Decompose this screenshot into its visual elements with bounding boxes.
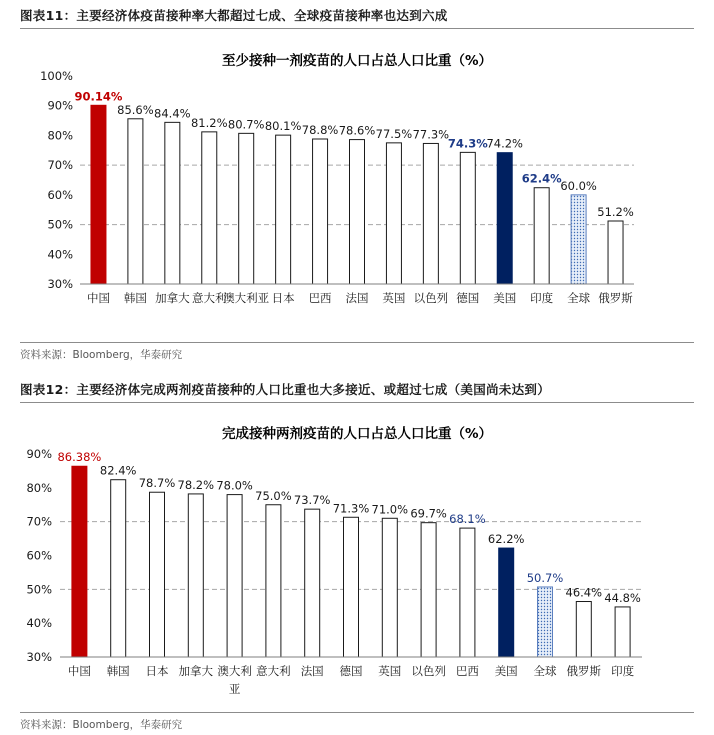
chart-1-bar xyxy=(460,152,475,284)
chart-2-value-label: 78.2% xyxy=(177,477,215,492)
chart-1-bar xyxy=(497,153,512,284)
chart-2-bar xyxy=(72,466,87,657)
chart-2-y-tick-label: 90% xyxy=(26,447,52,461)
chart-2-y-tick-label: 40% xyxy=(26,616,52,631)
chart-2-value-label: 69.7% xyxy=(410,506,447,521)
chart-1-value-label: 78.8% xyxy=(301,122,339,137)
chart-1-bar xyxy=(534,188,549,284)
chart-2-y-tick-label: 30% xyxy=(26,650,52,664)
chart-1-value-label: 74.3% xyxy=(447,136,488,151)
figure-1-header: 图表11：主要经济体疫苗接种率大都超过七成、全球疫苗接种率也达到六成 xyxy=(20,6,694,29)
chart-2-bar xyxy=(499,548,514,657)
chart-1-bar xyxy=(276,135,291,284)
chart-1-value-label: 51.2% xyxy=(597,205,634,220)
chart-1-bar xyxy=(423,143,438,284)
chart-2-value-label: 82.4% xyxy=(99,463,137,478)
chart-2-category-label: 韩国 xyxy=(106,664,130,678)
chart-2-bar xyxy=(460,528,475,657)
chart-1-bar xyxy=(202,132,217,284)
chart-1-category-label: 印度 xyxy=(530,291,554,305)
chart-1-bar xyxy=(239,133,254,284)
chart-2-category-label: 全球 xyxy=(533,664,557,678)
chart-1-value-label: 80.1% xyxy=(264,119,302,134)
chart-2-bar xyxy=(344,517,359,657)
chart-1-category-label: 意大利 xyxy=(192,291,227,305)
chart-1-value-label: 74.2% xyxy=(486,136,524,151)
chart-2-value-label: 46.4% xyxy=(565,585,603,600)
figure-2-source: 资料来源：Bloomberg，华泰研究 xyxy=(20,712,694,732)
chart-1-category-label: 日本 xyxy=(271,291,295,305)
chart-2-two-doses xyxy=(0,404,714,710)
chart-2-value-label: 62.2% xyxy=(487,532,525,547)
chart-2-bar xyxy=(188,494,203,657)
chart-2-bar xyxy=(111,480,126,657)
chart-2-category-label: 以色列 xyxy=(411,664,446,678)
chart-2-value-label: 68.1% xyxy=(449,512,486,527)
chart-1-bar xyxy=(128,119,143,284)
chart-2-bar xyxy=(305,509,320,657)
chart-1-value-label: 90.14% xyxy=(74,89,123,104)
chart-2-category-label: 法国 xyxy=(300,664,324,678)
chart-1-value-label: 60.0% xyxy=(560,178,597,193)
chart-1-y-tick-label: 30% xyxy=(47,277,73,291)
chart-2-value-label: 44.8% xyxy=(604,590,641,605)
chart-1-value-label: 80.7% xyxy=(227,117,265,132)
chart-1-bar xyxy=(313,139,328,284)
chart-1-category-label: 美国 xyxy=(493,291,517,305)
chart-2-category-label: 印度 xyxy=(611,664,635,678)
chart-2-category-label: 俄罗斯 xyxy=(566,664,602,678)
chart-2-bar xyxy=(421,523,436,657)
chart-1-y-tick-label: 70% xyxy=(47,158,73,173)
chart-2-category-label: 澳大利亚 xyxy=(217,664,252,696)
chart-2-bar xyxy=(382,518,397,657)
chart-1-category-label: 巴西 xyxy=(308,291,332,305)
chart-2-y-tick-label: 80% xyxy=(26,480,52,495)
chart-2-category-label: 意大利 xyxy=(256,664,291,678)
chart-2-value-label: 73.7% xyxy=(293,493,331,508)
chart-1-y-tick-label: 90% xyxy=(47,98,73,113)
chart-2-category-label: 加拿大 xyxy=(178,664,214,678)
chart-1-value-label: 77.5% xyxy=(375,126,413,141)
chart-1-bar xyxy=(350,140,365,284)
chart-2-y-tick-label: 60% xyxy=(26,548,52,563)
chart-1-bar xyxy=(608,221,623,284)
chart-2-value-label: 78.0% xyxy=(216,478,253,493)
chart-2-category-label: 日本 xyxy=(145,664,169,678)
chart-1-category-label: 韩国 xyxy=(123,291,147,305)
chart-2-title: 完成接种两剂疫苗的人口占总人口比重（%） xyxy=(221,426,493,442)
chart-2-bar xyxy=(576,602,591,657)
chart-1-category-label: 中国 xyxy=(86,291,110,305)
figure-1-source: 资料来源：Bloomberg，华泰研究 xyxy=(20,342,694,362)
chart-2-category-label: 巴西 xyxy=(455,664,479,678)
chart-1-category-label: 法国 xyxy=(345,291,369,305)
chart-1-first-dose xyxy=(0,30,714,340)
chart-1-y-tick-label: 60% xyxy=(47,187,73,202)
chart-2-value-label: 75.0% xyxy=(255,488,292,503)
chart-1-category-label: 英国 xyxy=(382,291,406,305)
chart-1-y-tick-label: 40% xyxy=(47,247,73,262)
chart-1-bar xyxy=(571,195,586,284)
chart-2-value-label: 86.38% xyxy=(57,450,102,465)
chart-2-value-label: 71.0% xyxy=(371,502,409,517)
chart-1-value-label: 77.3% xyxy=(412,127,450,142)
chart-2-bar xyxy=(150,492,165,657)
chart-2-category-label: 德国 xyxy=(339,664,363,678)
figure-2-header: 图表12：主要经济体完成两剂疫苗接种的人口比重也大多接近、或超过七成（美国尚未达到） xyxy=(20,380,694,403)
chart-1-value-label: 81.2% xyxy=(190,115,228,130)
chart-2-value-label: 78.7% xyxy=(138,476,176,491)
chart-1-value-label: 85.6% xyxy=(117,102,154,117)
chart-2-bar xyxy=(615,607,630,657)
chart-1-category-label: 全球 xyxy=(567,291,591,305)
chart-1-y-tick-label: 100% xyxy=(40,69,73,83)
chart-1-title: 至少接种一剂疫苗的人口占总人口比重（%） xyxy=(221,53,493,69)
chart-2-category-label: 中国 xyxy=(67,664,91,678)
chart-1-category-label: 澳大利亚 xyxy=(223,291,270,305)
chart-1-bar xyxy=(165,122,180,284)
chart-2-bar xyxy=(266,505,281,657)
chart-1-category-label: 以色列 xyxy=(413,291,449,305)
chart-1-bar xyxy=(386,143,401,284)
chart-2-bar xyxy=(538,587,553,657)
chart-1-bar xyxy=(91,105,106,284)
chart-2-value-label: 71.3% xyxy=(332,501,370,516)
chart-1-value-label: 84.4% xyxy=(154,106,191,121)
chart-2-category-label: 美国 xyxy=(494,664,518,678)
chart-1-y-tick-label: 80% xyxy=(47,128,73,143)
chart-2-value-label: 50.7% xyxy=(526,570,564,585)
chart-2-y-tick-label: 70% xyxy=(26,514,52,529)
chart-2-bar xyxy=(227,495,242,657)
chart-2-y-tick-label: 50% xyxy=(26,582,52,597)
chart-1-y-tick-label: 50% xyxy=(47,217,73,232)
chart-1-value-label: 62.4% xyxy=(521,171,562,186)
chart-1-category-label: 俄罗斯 xyxy=(598,291,633,305)
chart-1-category-label: 德国 xyxy=(456,291,480,305)
chart-1-category-label: 加拿大 xyxy=(155,291,190,305)
chart-2-category-label: 英国 xyxy=(378,664,402,678)
chart-1-value-label: 78.6% xyxy=(338,123,376,138)
